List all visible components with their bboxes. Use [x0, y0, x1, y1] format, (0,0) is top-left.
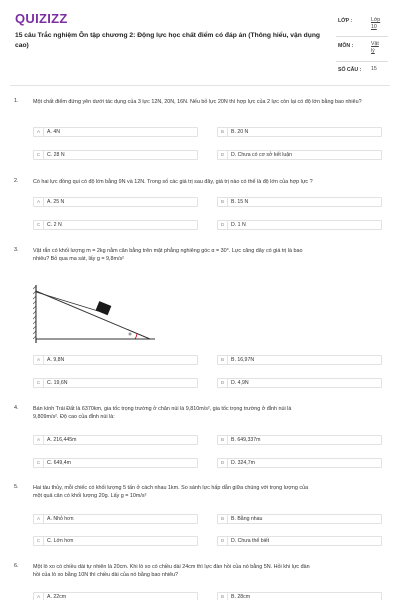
- header-separator: [10, 85, 390, 86]
- option-d[interactable]: [217, 220, 382, 230]
- option-a[interactable]: [33, 514, 198, 524]
- option-letter: B: [218, 198, 228, 206]
- option-letter: D: [218, 151, 228, 159]
- option-letter: C: [34, 459, 44, 467]
- option-text: A. Nhỏ hơn: [47, 516, 74, 522]
- option-text: A. 9,8N: [47, 357, 65, 363]
- option-letter: A: [34, 593, 44, 600]
- lop-label: LỚP :: [338, 18, 353, 24]
- mon-label: MÔN :: [338, 43, 354, 49]
- question-text: Một chất điểm đứng yên dưới tác dụng của 3 lực 12N, 20N, 16N. Nếu bỏ lực 20N thì hợp lực của 2 lực còn lại có độ lớn bằng bao nhiêu?: [33, 99, 362, 105]
- option-letter: D: [218, 379, 228, 387]
- option-text: C. Lớn hơn: [47, 538, 74, 544]
- option-a[interactable]: [33, 197, 198, 207]
- option-b[interactable]: [217, 355, 382, 365]
- option-letter: D: [218, 537, 228, 545]
- option-text: C. 649,4m: [47, 460, 71, 466]
- option-text: D. Chưa thể biết: [231, 538, 270, 544]
- option-c[interactable]: [33, 536, 198, 546]
- option-b[interactable]: [217, 592, 382, 600]
- option-text: C. 2 N: [47, 222, 62, 228]
- option-a[interactable]: [33, 592, 198, 600]
- option-text: D. 324,7m: [231, 460, 255, 466]
- question-text: Bán kính Trái Đất là 6370km, gia tốc trọng trường ở chân núi là 9,810m/s², gia tốc trọng trường ở đỉnh núi là 9,809m/s². Độ cao của đỉnh núi là:: [33, 406, 292, 420]
- option-text: B. 16,97N: [231, 357, 255, 363]
- option-letter: B: [218, 515, 228, 523]
- question-text: Một lò xo có chiều dài tự nhiên là 20cm. Khi lò xo có chiều dài 24cm thì lực đàn hồi của nó bằng 5N. Hỏi khi lực đàn hồi của lò xo bằng 10N thì chiều dài của nó bằng bao nhiêu?: [33, 564, 310, 578]
- option-text: B. Bằng nhau: [231, 516, 263, 522]
- option-a[interactable]: [33, 435, 198, 445]
- option-letter: B: [218, 593, 228, 600]
- option-text: B. 28cm: [231, 594, 251, 600]
- option-d[interactable]: [217, 536, 382, 546]
- option-letter: A: [34, 198, 44, 206]
- option-text: C. 28 N: [47, 152, 65, 158]
- question-number: 5.: [14, 484, 19, 490]
- option-text: B. 649,337m: [231, 437, 261, 443]
- option-letter: D: [218, 221, 228, 229]
- option-d[interactable]: [217, 150, 382, 160]
- question-number: 3.: [14, 247, 19, 253]
- question-text: Vật rắn có khối lượng m = 2kg nằm cân bằng trên mặt phẳng nghiêng góc α = 30°. Lực căng dây có giá trị là bao nhiêu? Bỏ qua ma sát, lấy g = 9,8m/s²: [33, 248, 303, 262]
- option-letter: A: [34, 128, 44, 136]
- option-b[interactable]: [217, 127, 382, 137]
- option-letter: C: [34, 379, 44, 387]
- option-letter: B: [218, 356, 228, 364]
- option-a[interactable]: [33, 355, 198, 365]
- option-text: D. 4,9N: [231, 380, 249, 386]
- option-letter: D: [218, 459, 228, 467]
- option-c[interactable]: [33, 378, 198, 388]
- option-text: D. 1 N: [231, 222, 246, 228]
- option-d[interactable]: [217, 378, 382, 388]
- option-b[interactable]: [217, 197, 382, 207]
- option-b[interactable]: [217, 435, 382, 445]
- option-d[interactable]: [217, 458, 382, 468]
- question-text: Có hai lực đồng qui có độ lớn bằng 9N và 12N. Trong số các giá trị sau đây, giá trị nào có thể là độ lớn của hợp lực ?: [33, 179, 313, 185]
- option-letter: B: [218, 436, 228, 444]
- option-letter: C: [34, 221, 44, 229]
- option-a[interactable]: [33, 127, 198, 137]
- mon-value: Vật lý: [371, 41, 379, 54]
- option-letter: B: [218, 128, 228, 136]
- option-c[interactable]: [33, 220, 198, 230]
- inclined-plane-figure: [33, 283, 158, 345]
- option-letter: C: [34, 151, 44, 159]
- question-number: 6.: [14, 563, 19, 569]
- option-text: B. 20 N: [231, 129, 249, 135]
- quizizz-logo: QUIZIZZ: [15, 11, 68, 26]
- option-letter: A: [34, 436, 44, 444]
- question-number: 2.: [14, 178, 19, 184]
- socau-label: SỐ CÂU :: [338, 67, 362, 73]
- option-text: A. 22cm: [47, 594, 67, 600]
- page-title: 15 câu Trắc nghiệm Ôn tập chương 2: Động lực học chất điểm có đáp án (Thông hiểu, vận dụng cao): [15, 32, 321, 49]
- question-number: 4.: [14, 405, 19, 411]
- option-letter: A: [34, 515, 44, 523]
- option-c[interactable]: [33, 458, 198, 468]
- option-b[interactable]: [217, 514, 382, 524]
- option-text: A. 4N: [47, 129, 60, 135]
- option-c[interactable]: [33, 150, 198, 160]
- question-text: Hai tàu thủy, mỗi chiếc có khối lượng 5 tấn ở cách nhau 1km. So sánh lực hấp dẫn giữa chúng với trọng lượng của một quả cân có khối lượng 20g. Lấy g = 10m/s²: [33, 485, 309, 499]
- option-text: A. 216,445m: [47, 437, 77, 443]
- lop-value: Lớp 10: [371, 17, 381, 30]
- option-text: C. 19,6N: [47, 380, 68, 386]
- question-number: 1.: [14, 98, 19, 104]
- socau-value: 15: [371, 66, 377, 72]
- meta-divider: [336, 61, 388, 62]
- option-text: D. Chưa có cơ sở kết luận: [231, 152, 293, 158]
- meta-divider: [336, 36, 388, 37]
- option-text: A. 25 N: [47, 199, 65, 205]
- option-text: B. 15 N: [231, 199, 249, 205]
- option-letter: A: [34, 356, 44, 364]
- option-letter: C: [34, 537, 44, 545]
